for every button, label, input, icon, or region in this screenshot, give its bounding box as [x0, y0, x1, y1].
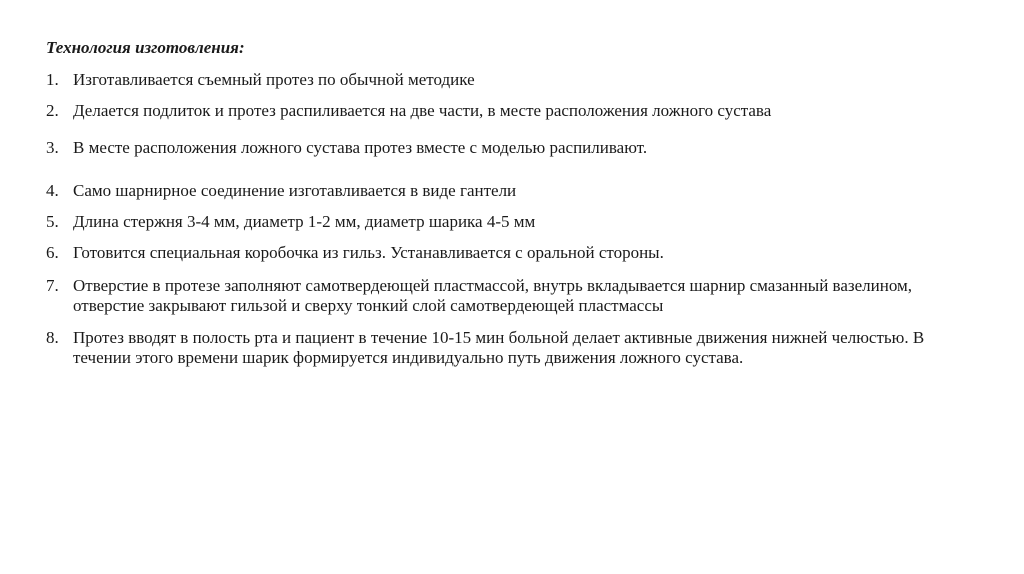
list-item: [46, 243, 986, 263]
item-number: 7.: [46, 276, 59, 295]
list-item: [46, 101, 986, 121]
item-text: В месте расположения ложного сустава протез вместе с моделью распиливают.: [73, 138, 648, 157]
item-text: Делается подлиток и протез распиливается на две части, в месте расположения ложного сустава: [73, 101, 772, 120]
list-item: [46, 181, 986, 201]
item-number: 5.: [46, 212, 59, 231]
item-text: Протез вводят в полость рта и пациент в течение 10-15 мин больной делает активные движения нижней челюстью. В течении этого времени шарик формируется индивидуально путь движения ложного сустава.: [73, 328, 925, 367]
list-item: [46, 328, 986, 368]
item-number: 2.: [46, 101, 59, 120]
section-title: Технология изготовления:: [46, 38, 245, 57]
item-number: 1.: [46, 70, 59, 89]
item-text: Само шарнирное соединение изготавливается в виде гантели: [73, 181, 517, 200]
item-number: 8.: [46, 328, 59, 347]
item-text: Длина стержня 3-4 мм, диаметр 1-2 мм, диаметр шарика 4-5 мм: [73, 212, 536, 231]
item-number: 6.: [46, 243, 59, 262]
item-text: Отверстие в протезе заполняют самотвердеющей пластмассой, внутрь вкладывается шарнир смазанный вазелином, отверстие закрывают гильзой и сверху тонкий слой самотвердеющей пластмассы: [73, 276, 913, 315]
item-number: 4.: [46, 181, 59, 200]
item-number: 3.: [46, 138, 59, 157]
item-text: Готовится специальная коробочка из гильз. Устанавливается с оральной стороны.: [73, 243, 664, 262]
list-item: [46, 70, 986, 90]
item-text: Изготавливается съемный протез по обычной методике: [73, 70, 475, 89]
list-item: [46, 212, 986, 232]
list-item: [46, 276, 986, 316]
list-item: [46, 138, 986, 158]
